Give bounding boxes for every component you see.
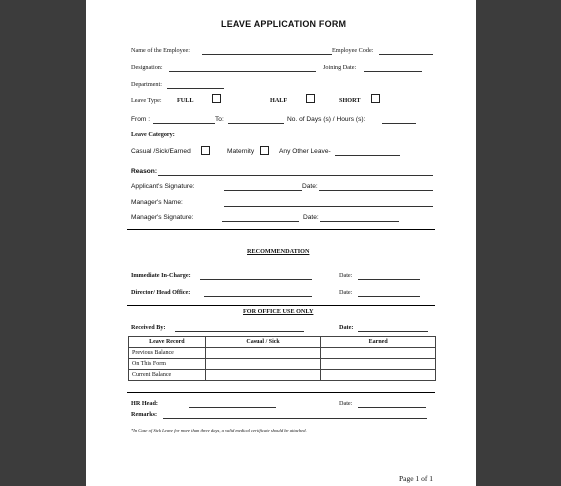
leave-type-label: Leave Type:	[131, 97, 162, 104]
header-earned: Earned	[321, 337, 436, 348]
incharge-date-field[interactable]	[358, 279, 420, 280]
earned-cell[interactable]	[321, 359, 436, 370]
maternity-label: Maternity	[227, 148, 255, 155]
office-divider	[127, 305, 435, 306]
earned-cell[interactable]	[321, 370, 436, 381]
remarks-field[interactable]	[163, 418, 427, 419]
section-divider	[127, 229, 435, 230]
header-casual-sick: Casual / Sick	[205, 337, 321, 348]
casual-sick-earned-label: Casual /Sick/Earned	[131, 148, 191, 155]
other-leave-label: Any Other Leave-	[279, 148, 331, 155]
days-hours-field[interactable]	[382, 123, 416, 124]
remarks-label: Remarks:	[131, 411, 158, 418]
employee-name-field[interactable]	[202, 54, 332, 55]
received-by-field[interactable]	[175, 331, 304, 332]
half-checkbox[interactable]	[306, 94, 315, 103]
full-checkbox[interactable]	[212, 94, 221, 103]
head-office-label: Director/ Head Office:	[131, 289, 191, 296]
leave-category-label: Leave Category:	[131, 131, 175, 138]
to-field[interactable]	[228, 123, 284, 124]
form-title: LEAVE APPLICATION FORM	[221, 19, 347, 29]
applicant-date-label: Date:	[302, 183, 318, 190]
leave-record-table	[128, 336, 436, 381]
casual-sick-cell[interactable]	[205, 348, 321, 359]
incharge-label: Immediate In-Charge:	[131, 272, 191, 279]
document-page	[86, 0, 476, 486]
other-leave-field[interactable]	[335, 155, 400, 156]
manager-name-field[interactable]	[224, 206, 433, 207]
short-label: SHORT	[339, 97, 361, 104]
manager-date-label: Date:	[303, 214, 319, 221]
hr-head-field[interactable]	[189, 407, 276, 408]
days-hours-label: No. of Days (s) / Hours (s):	[287, 116, 366, 123]
table-header-row	[129, 337, 436, 348]
reason-field[interactable]	[158, 175, 433, 176]
designation-label: Designation:	[131, 64, 163, 71]
row-label: On This Form	[129, 359, 206, 370]
casual-sick-cell[interactable]	[205, 359, 321, 370]
joining-date-field[interactable]	[364, 71, 422, 72]
short-checkbox[interactable]	[371, 94, 380, 103]
incharge-date-label: Date:	[339, 272, 353, 279]
maternity-checkbox[interactable]	[260, 146, 269, 155]
medical-certificate-note: *In Case of Sick Leave for more than three days, a valid medical certificate should be attached.	[131, 428, 307, 433]
header-leave-record: Leave Record	[129, 337, 206, 348]
casual-sick-earned-checkbox[interactable]	[201, 146, 210, 155]
department-label: Department:	[131, 81, 162, 88]
from-label: From :	[131, 116, 151, 123]
table-row	[129, 359, 436, 370]
table-row	[129, 348, 436, 359]
row-label: Current Balance	[129, 370, 206, 381]
hr-date-field[interactable]	[358, 407, 426, 408]
head-office-date-field[interactable]	[358, 296, 420, 297]
to-label: To:	[215, 116, 224, 123]
head-office-field[interactable]	[204, 296, 312, 297]
employee-code-label: Employee Code:	[332, 47, 374, 54]
employee-code-field[interactable]	[379, 54, 433, 55]
received-date-field[interactable]	[358, 331, 428, 332]
designation-field[interactable]	[169, 71, 316, 72]
row-label: Previous Balance	[129, 348, 206, 359]
hr-divider	[127, 392, 435, 393]
half-label: HALF	[270, 97, 288, 104]
manager-signature-field[interactable]	[222, 221, 299, 222]
incharge-field[interactable]	[200, 279, 312, 280]
full-label: FULL	[177, 97, 194, 104]
hr-date-label: Date:	[339, 400, 353, 407]
manager-date-field[interactable]	[320, 221, 399, 222]
earned-cell[interactable]	[321, 348, 436, 359]
joining-date-label: Joining Date:	[323, 64, 357, 71]
received-by-label: Received By:	[131, 324, 166, 331]
from-field[interactable]	[153, 123, 215, 124]
applicant-signature-field[interactable]	[224, 190, 302, 191]
applicant-signature-label: Applicant's Signature:	[131, 183, 195, 190]
received-date-label: Date:	[339, 324, 354, 331]
recommendation-heading: RECOMMENDATION	[247, 248, 310, 255]
table-row	[129, 370, 436, 381]
office-use-heading: FOR OFFICE USE ONLY	[243, 308, 314, 315]
manager-name-label: Manager's Name:	[131, 199, 183, 206]
reason-label: Reason:	[131, 168, 158, 175]
applicant-date-field[interactable]	[319, 190, 433, 191]
employee-name-label: Name of the Employee:	[131, 47, 190, 54]
manager-signature-label: Manager's Signature:	[131, 214, 194, 221]
page-number: Page 1 of 1	[399, 474, 433, 483]
head-office-date-label: Date:	[339, 289, 353, 296]
casual-sick-cell[interactable]	[205, 370, 321, 381]
hr-head-label: HR Head:	[131, 400, 158, 407]
department-field[interactable]	[167, 88, 224, 89]
